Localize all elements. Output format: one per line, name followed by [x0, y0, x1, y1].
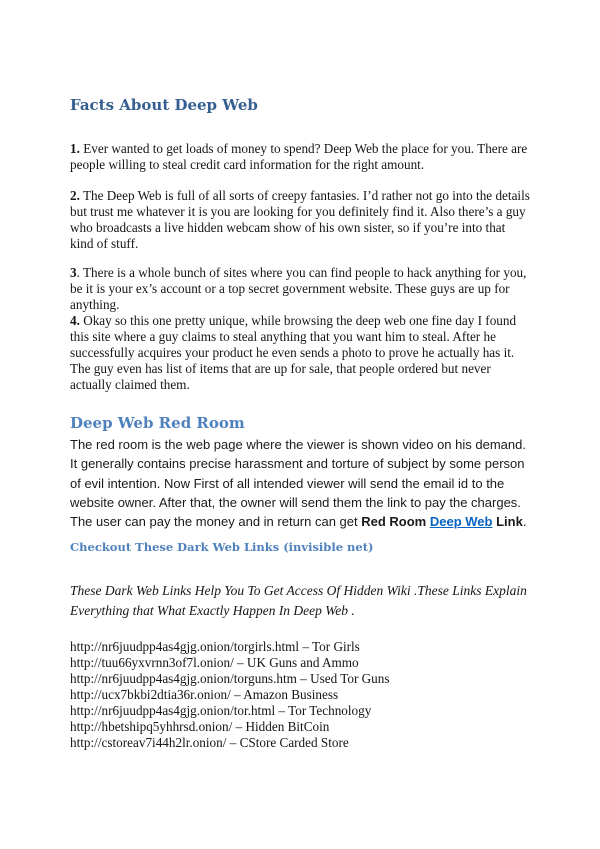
- text-segment: . There is a whole bunch of sites where you can find people to hack anything for you, be it is your ex’s account or a top secret government website. These guys are up for anything.: [70, 265, 527, 312]
- dark-web-links-heading: Checkout These Dark Web Links (invisible net): [70, 540, 374, 555]
- red-room-paragraph: [70, 435, 532, 531]
- onion-link-line: http://nr6juudpp4as4gjg.onion/torguns.htm – Used Tor Guns: [70, 671, 390, 687]
- text-segment: Link: [492, 514, 523, 530]
- onion-link-line: http://cstoreav7i44h2lr.onion/ – CStore Carded Store: [70, 735, 349, 751]
- text-segment: Okay so this one pretty unique, while browsing the deep web one fine day I found this site where a guy claims to steal anything that you want him to steal. After he successfully acquires your product he even sends a photo to prove he actually has it. The guy even has list of items that are up for sale, that people ordered but never actually claimed them.: [70, 313, 517, 392]
- fact-paragraph-1: [70, 141, 532, 173]
- onion-link-line: http://nr6juudpp4as4gjg.onion/tor.html – Tor Technology: [70, 703, 372, 719]
- onion-link-line: http://ucx7bkbi2dtia36r.onion/ – Amazon Business: [70, 687, 339, 703]
- text-segment: 4.: [70, 313, 80, 328]
- red-room-heading: Deep Web Red Room: [70, 414, 245, 432]
- fact-paragraph-2: [70, 188, 532, 252]
- text-segment: .: [522, 514, 527, 530]
- links-intro-paragraph: These Dark Web Links Help You To Get Access Of Hidden Wiki .These Links Explain Everything that What Exactly Happen In Deep Web .: [70, 583, 527, 619]
- text-segment: 2.: [70, 188, 80, 203]
- document-title: Facts About Deep Web: [70, 96, 258, 114]
- fact-paragraph-4: [70, 313, 532, 393]
- onion-link-line: http://nr6juudpp4as4gjg.onion/torgirls.html – Tor Girls: [70, 639, 360, 655]
- text-segment: The red room is the web page where the viewer is shown video on his demand. It generally contains precise harassment and torture of subject by some person of evil intention. Now First of all intended viewer will send the email id to the website owner. After that, the owner will send them the link to pay the charges. The user can pay the money and in return can get: [70, 437, 526, 530]
- fact-paragraph-3: [70, 265, 532, 313]
- text-segment: Red Room: [361, 514, 430, 530]
- onion-link-line: http://tuu66yxvrnn3of7l.onion/ – UK Guns and Ammo: [70, 655, 359, 671]
- deep-web-link[interactable]: Deep Web: [429, 514, 493, 530]
- onion-links-list: [70, 639, 532, 751]
- onion-link-line: http://hbetshipq5yhhrsd.onion/ – Hidden BitCoin: [70, 719, 330, 735]
- text-segment: Ever wanted to get loads of money to spend? Deep Web the place for you. There are people willing to steal credit card information for the right amount.: [70, 141, 528, 172]
- text-segment: 1.: [70, 141, 80, 156]
- text-segment: The Deep Web is full of all sorts of creepy fantasies. I’d rather not go into the details but trust me whatever it is you are looking for you definitely find it. Also there’s a guy who broadcasts a live hidden webcam show of his own sister, so if you’re into that kind of stuff.: [70, 188, 530, 251]
- fact-paragraphs-3-4: [70, 265, 532, 393]
- text-segment: 3: [70, 265, 77, 280]
